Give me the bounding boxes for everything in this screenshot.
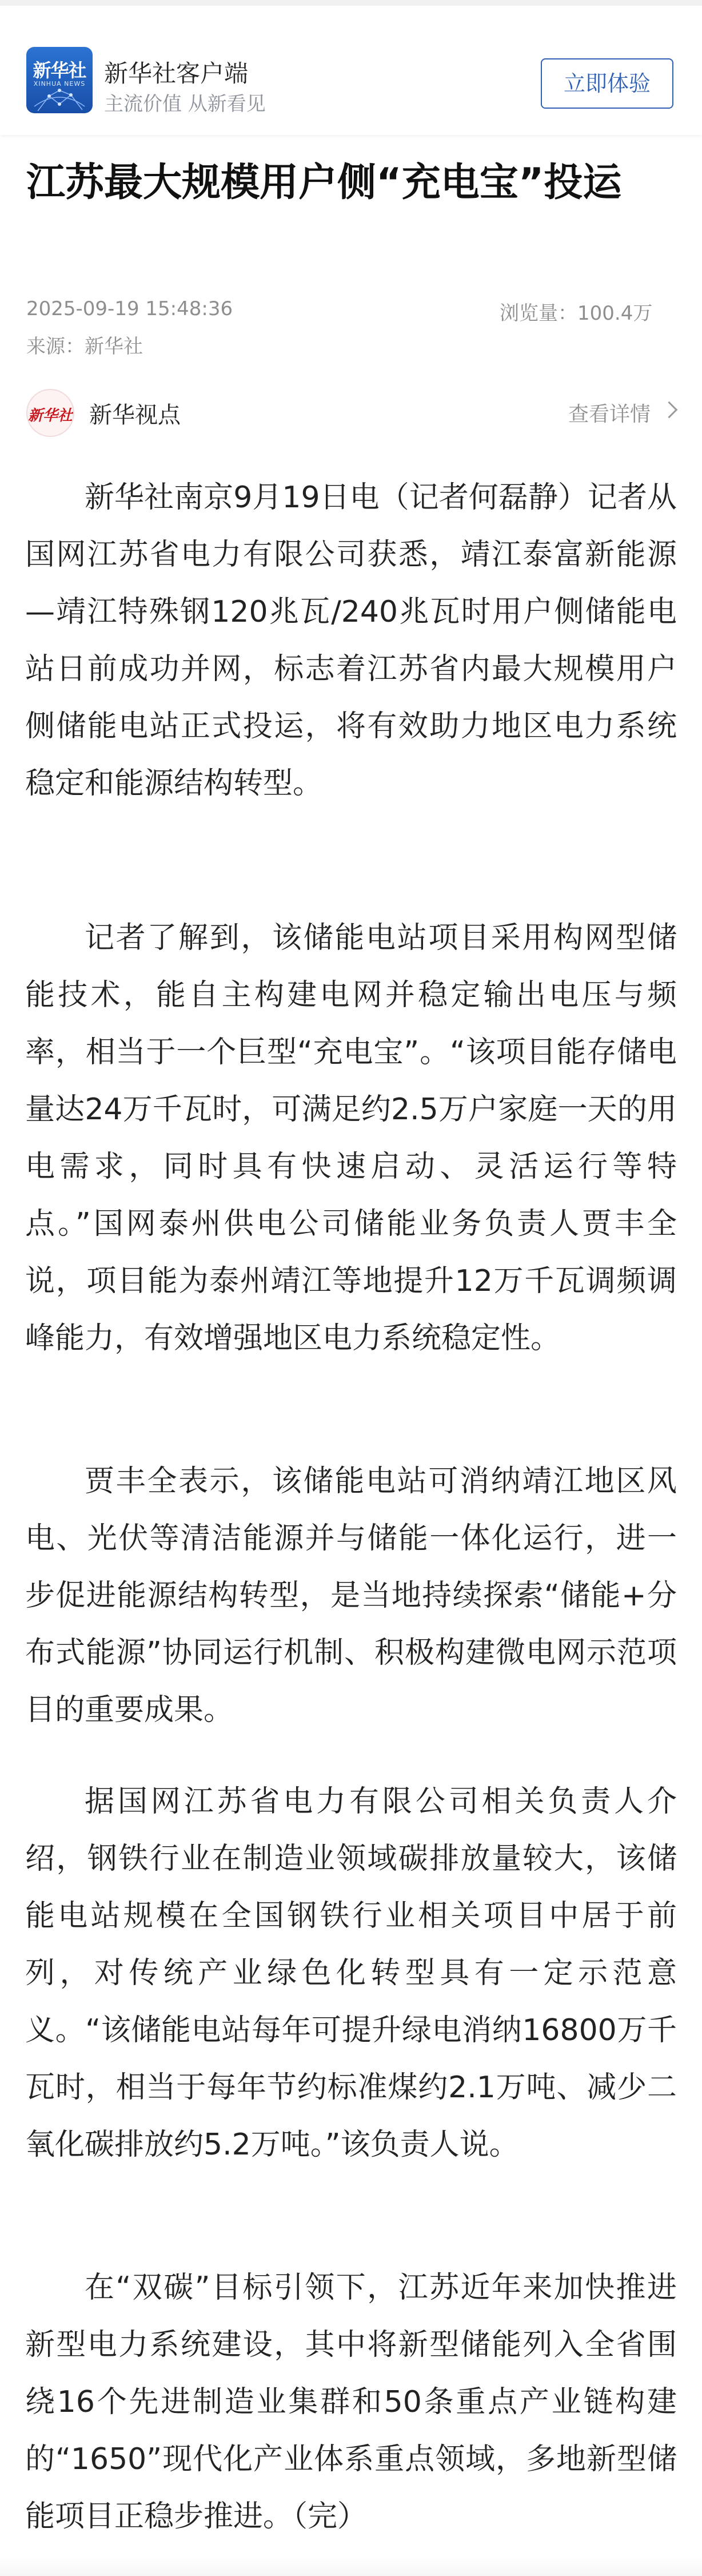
app-logo[interactable] bbox=[26, 47, 93, 113]
app-logo-subtext: XINHUA NEWS bbox=[33, 80, 86, 88]
channel-avatar[interactable] bbox=[26, 389, 74, 437]
app-name: 新华社客户端 bbox=[104, 59, 249, 88]
view-count bbox=[500, 297, 652, 325]
publish-datetime: 2025-09-19 15:48:36 bbox=[26, 297, 233, 320]
article-paragraph: 贾丰全表示，该储能电站可消纳靖江地区风电、光伏等清洁能源并与储能一体化运行，进一步促进能源结构转型，是当地持续探索“储能+分布式能源”协同运行机制、积极构建微电网示范项目的重要成果。 bbox=[25, 1464, 677, 1727]
app-slogan: 主流价值 从新看见 bbox=[104, 93, 266, 116]
open-app-button[interactable]: 立即体验 bbox=[541, 58, 673, 109]
source-label: 来源： bbox=[26, 335, 85, 358]
article-title: 江苏最大规模用户侧“充电宝”投运 bbox=[26, 160, 622, 205]
bottom-edge bbox=[0, 2557, 702, 2576]
source-value: 新华社 bbox=[85, 335, 143, 358]
app-logo-text: 新华社 bbox=[33, 59, 86, 81]
channel-avatar-text: 新华社 bbox=[27, 407, 73, 424]
chevron-right-icon[interactable] bbox=[661, 401, 678, 419]
view-count-value: 100.4万 bbox=[577, 302, 653, 325]
article-source bbox=[26, 331, 143, 359]
article-paragraph: 记者了解到，该储能电站项目采用构网型储能技术，能自主构建电网并稳定输出电压与频率，相当于一个巨型“充电宝”。“该项目能存储电量达24万千瓦时，可满足约2.5万户家庭一天的用电需求，同时具有快速启动、灵活运行等特点。”国网泰州供电公司储能业务负责人贾丰全说，项目能为泰州靖江等地提升12万千瓦调频调峰能力，有效增强地区电力系统稳定性。 bbox=[25, 921, 677, 1355]
article-paragraph: 在“双碳”目标引领下，江苏近年来加快推进新型电力系统建设，其中将新型储能列入全省围绕16个先进制造业集群和50条重点产业链构建的“1650”现代化产业体系重点领域，多地新型储能项目正稳步推进。（完） bbox=[25, 2271, 677, 2534]
app-download-banner bbox=[0, 0, 702, 135]
network-globe-icon bbox=[26, 47, 93, 113]
view-details-link[interactable]: 查看详情 bbox=[568, 403, 651, 426]
article-paragraph: 据国网江苏省电力有限公司相关负责人介绍，钢铁行业在制造业领域碳排放量较大，该储能电站规模在全国钢铁行业相关项目中居于前列，对传统产业绿色化转型具有一定示范意义。“该储能电站每年可提升绿电消纳16800万千瓦时，相当于每年节约标准煤约2.1万吨、减少二氧化碳排放约5.2万吨。”该负责人说。 bbox=[25, 1784, 677, 2162]
view-count-label: 浏览量： bbox=[500, 302, 577, 325]
channel-name[interactable]: 新华视点 bbox=[89, 402, 181, 428]
article-paragraph: 新华社南京9月19日电（记者何磊静）记者从国网江苏省电力有限公司获悉，靖江泰富新能源—靖江特殊钢120兆瓦/240兆瓦时用户侧储能电站日前成功并网，标志着江苏省内最大规模用户侧储能电站正式投运，将有效助力地区电力系统稳定和能源结构转型。 bbox=[25, 480, 677, 801]
